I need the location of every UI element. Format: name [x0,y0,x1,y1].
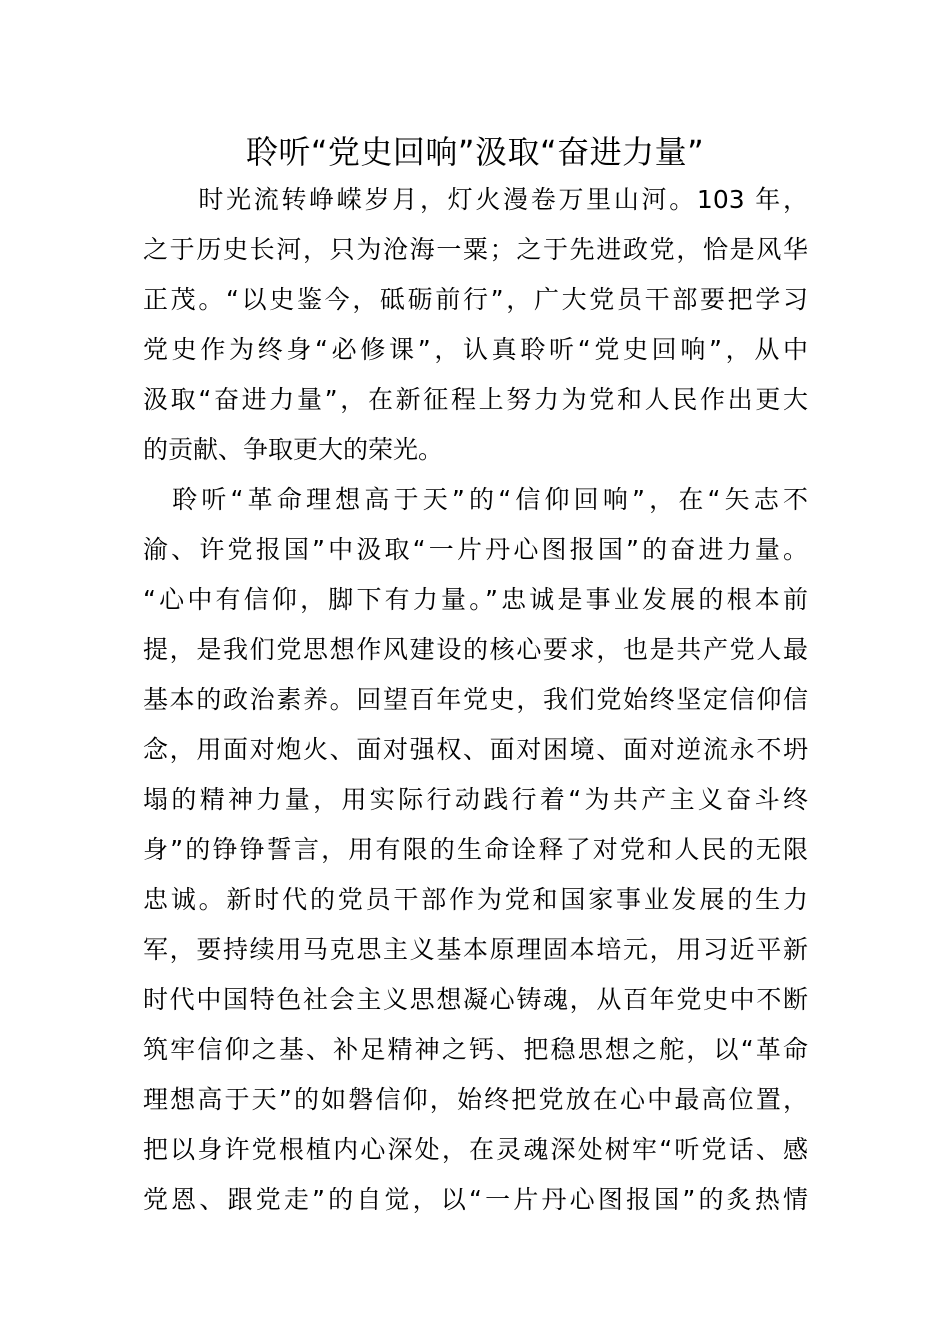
text-line: 把以身许党根植内心深处，在灵魂深处树牢“听党话、感 [143,1135,808,1164]
text-line: 聆听“革命理想高于天”的“信仰回响”，在“矢志不 [143,485,808,514]
text-line: 党史作为终身“必修课”，认真聆听“党史回响”，从中 [143,335,808,364]
document-title: 聆听“党史回响”汲取“奋进力量” [245,133,705,171]
text-line: “心中有信仰，脚下有力量。”忠诚是事业发展的根本前 [143,585,808,614]
text-line: 正茂。“以史鉴今，砥砺前行”，广大党员干部要把学习 [143,285,808,314]
text-line: 时代中国特色社会主义思想凝心铸魂，从百年党史中不断 [143,985,808,1014]
text-line: 身”的铮铮誓言，用有限的生命诠释了对党和人民的无限 [143,835,808,864]
document-body [143,175,808,1225]
text-line: 时光流转峥嵘岁月，灯火漫卷万里山河。103 年， [143,185,808,214]
text-line: 汲取“奋进力量”，在新征程上努力为党和人民作出更大 [143,385,808,414]
text-line: 军，要持续用马克思主义基本原理固本培元，用习近平新 [143,935,808,964]
text-line: 筑牢信仰之基、补足精神之钙、把稳思想之舵，以“革命 [143,1035,808,1064]
text-line: 提，是我们党思想作风建设的核心要求，也是共产党人最 [143,635,808,664]
text-line: 渝、许党报国”中汲取“一片丹心图报国”的奋进力量。 [143,535,808,564]
text-line: 之于历史长河，只为沧海一粟；之于先进政党，恰是风华 [143,235,808,264]
text-line: 基本的政治素养。回望百年党史，我们党始终坚定信仰信 [143,685,808,714]
text-line: 塌的精神力量，用实际行动践行着“为共产主义奋斗终 [143,785,808,814]
text-line: 念，用面对炮火、面对强权、面对困境、面对逆流永不坍 [143,735,808,764]
text-line: 忠诚。新时代的党员干部作为党和国家事业发展的生力 [143,885,808,914]
text-line: 党恩、跟党走”的自觉，以“一片丹心图报国”的炙热情 [143,1185,808,1214]
text-line: 理想高于天”的如磐信仰，始终把党放在心中最高位置， [143,1085,808,1114]
text-line: 的贡献、争取更大的荣光。 [143,435,444,464]
